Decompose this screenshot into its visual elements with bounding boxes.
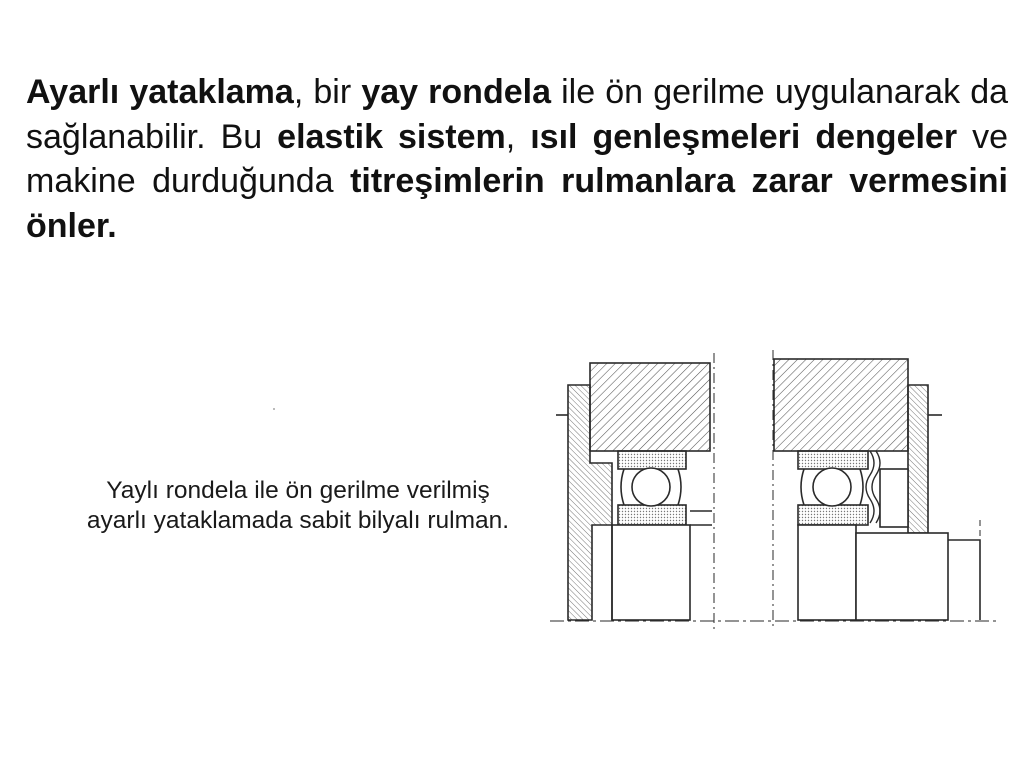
right-housing [774, 359, 908, 451]
stray-dot [273, 408, 275, 410]
left-outer-ring [618, 451, 686, 469]
term-ayarli-yataklama: Ayarlı yataklama [26, 73, 294, 111]
right-shaft [798, 525, 856, 620]
caption-line-1: Yaylı rondela ile ön gerilme verilmiş [106, 477, 490, 504]
text-segment: , [505, 117, 531, 156]
body-paragraph [26, 70, 1008, 248]
bearing-cross-section-drawing [540, 345, 1010, 635]
term-titresimler: titreşimlerin rulmanlara zarar vermesini önler. [26, 162, 1008, 245]
term-elastik-sistem: elastik sistem [277, 117, 506, 156]
figure-caption [28, 476, 568, 536]
text-segment: , bir [293, 73, 362, 111]
left-ball [632, 468, 670, 506]
left-inner-ring [618, 505, 686, 525]
right-ball [813, 468, 851, 506]
text-segment: ile ön gerilme uygulanarak da sağlanabilir. Bu [26, 73, 1009, 156]
left-shaft [612, 525, 690, 620]
right-end-cap [908, 385, 928, 533]
term-yay-rondela: yay rondela [361, 73, 551, 111]
text-segment: ve makine durduğunda [26, 117, 1008, 200]
right-inner-ring [798, 505, 868, 525]
right-spacer [880, 469, 908, 527]
term-isil-genlesmeleri: ısıl genleşmeleri dengeler [530, 117, 958, 156]
left-housing [590, 363, 710, 451]
caption-line-2: ayarlı yataklamada sabit bilyalı rulman. [86, 507, 510, 534]
right-outer-ring [798, 451, 868, 469]
